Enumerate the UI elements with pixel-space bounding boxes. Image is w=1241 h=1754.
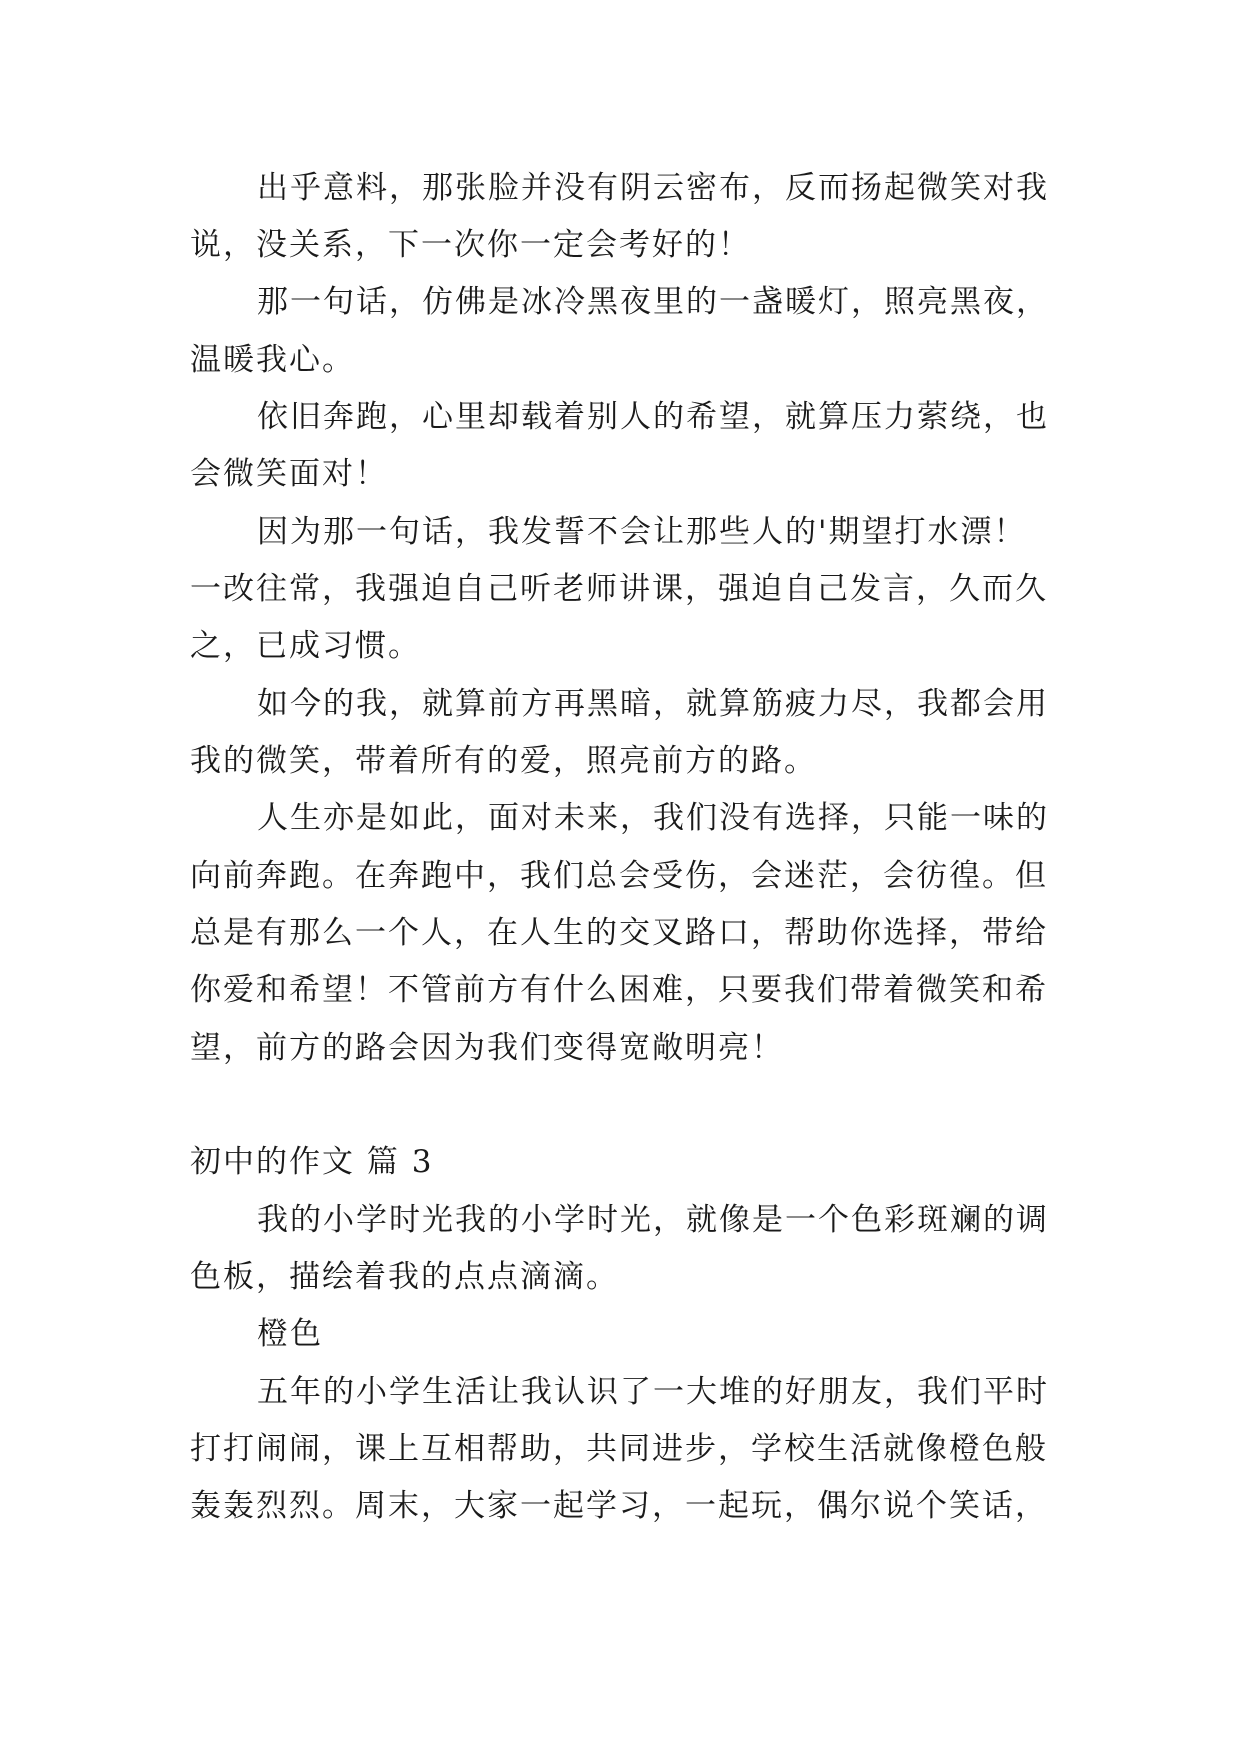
text-line: 总是有那么一个人，在人生的交叉路口，帮助你选择，带给 — [190, 915, 1048, 951]
text-line: 五年的小学生活让我认识了一大堆的好朋友，我们平时 — [257, 1374, 1049, 1410]
text-line: 如今的我，就算前方再黑暗，就算筋疲力尽，我都会用 — [257, 686, 1049, 722]
text-line: 因为那一句话，我发誓不会让那些人的'期望打水漂！ — [257, 514, 1027, 550]
text-line: 那一句话，仿佛是冰冷黑夜里的一盏暖灯，照亮黑夜， — [257, 284, 1049, 320]
text-line: 人生亦是如此，面对未来，我们没有选择，只能一味的 — [257, 800, 1049, 836]
text-line: 我的微笑，带着所有的爱，照亮前方的路。 — [190, 743, 817, 779]
text-line: 之，已成习惯。 — [190, 628, 421, 664]
text-line: 我的小学时光我的小学时光，就像是一个色彩斑斓的调 — [257, 1202, 1049, 1238]
text-line: 依旧奔跑，心里却载着别人的希望，就算压力萦绕，也 — [257, 399, 1049, 435]
section-heading: 初中的作文 篇 3 — [190, 1144, 434, 1180]
text-line: 打打闹闹，课上互相帮助，共同进步，学校生活就像橙色般 — [190, 1431, 1048, 1467]
text-line: 你爱和希望！不管前方有什么困难，只要我们带着微笑和希 — [190, 972, 1048, 1008]
text-line: 出乎意料，那张脸并没有阴云密布，反而扬起微笑对我 — [257, 170, 1049, 206]
text-line: 望，前方的路会因为我们变得宽敞明亮！ — [190, 1030, 784, 1066]
text-line: 向前奔跑。在奔跑中，我们总会受伤，会迷茫，会彷徨。但 — [190, 858, 1048, 894]
text-line: 会微笑面对！ — [190, 456, 388, 492]
text-line: 温暖我心。 — [190, 342, 355, 378]
text-line: 轰轰烈烈。周末，大家一起学习，一起玩，偶尔说个笑话， — [190, 1488, 1048, 1524]
subheading-orange: 橙色 — [257, 1316, 323, 1352]
text-line: 一改往常，我强迫自己听老师讲课，强迫自己发言，久而久 — [190, 571, 1048, 607]
text-line: 色板，描绘着我的点点滴滴。 — [190, 1259, 619, 1295]
text-line: 说，没关系，下一次你一定会考好的！ — [190, 227, 751, 263]
